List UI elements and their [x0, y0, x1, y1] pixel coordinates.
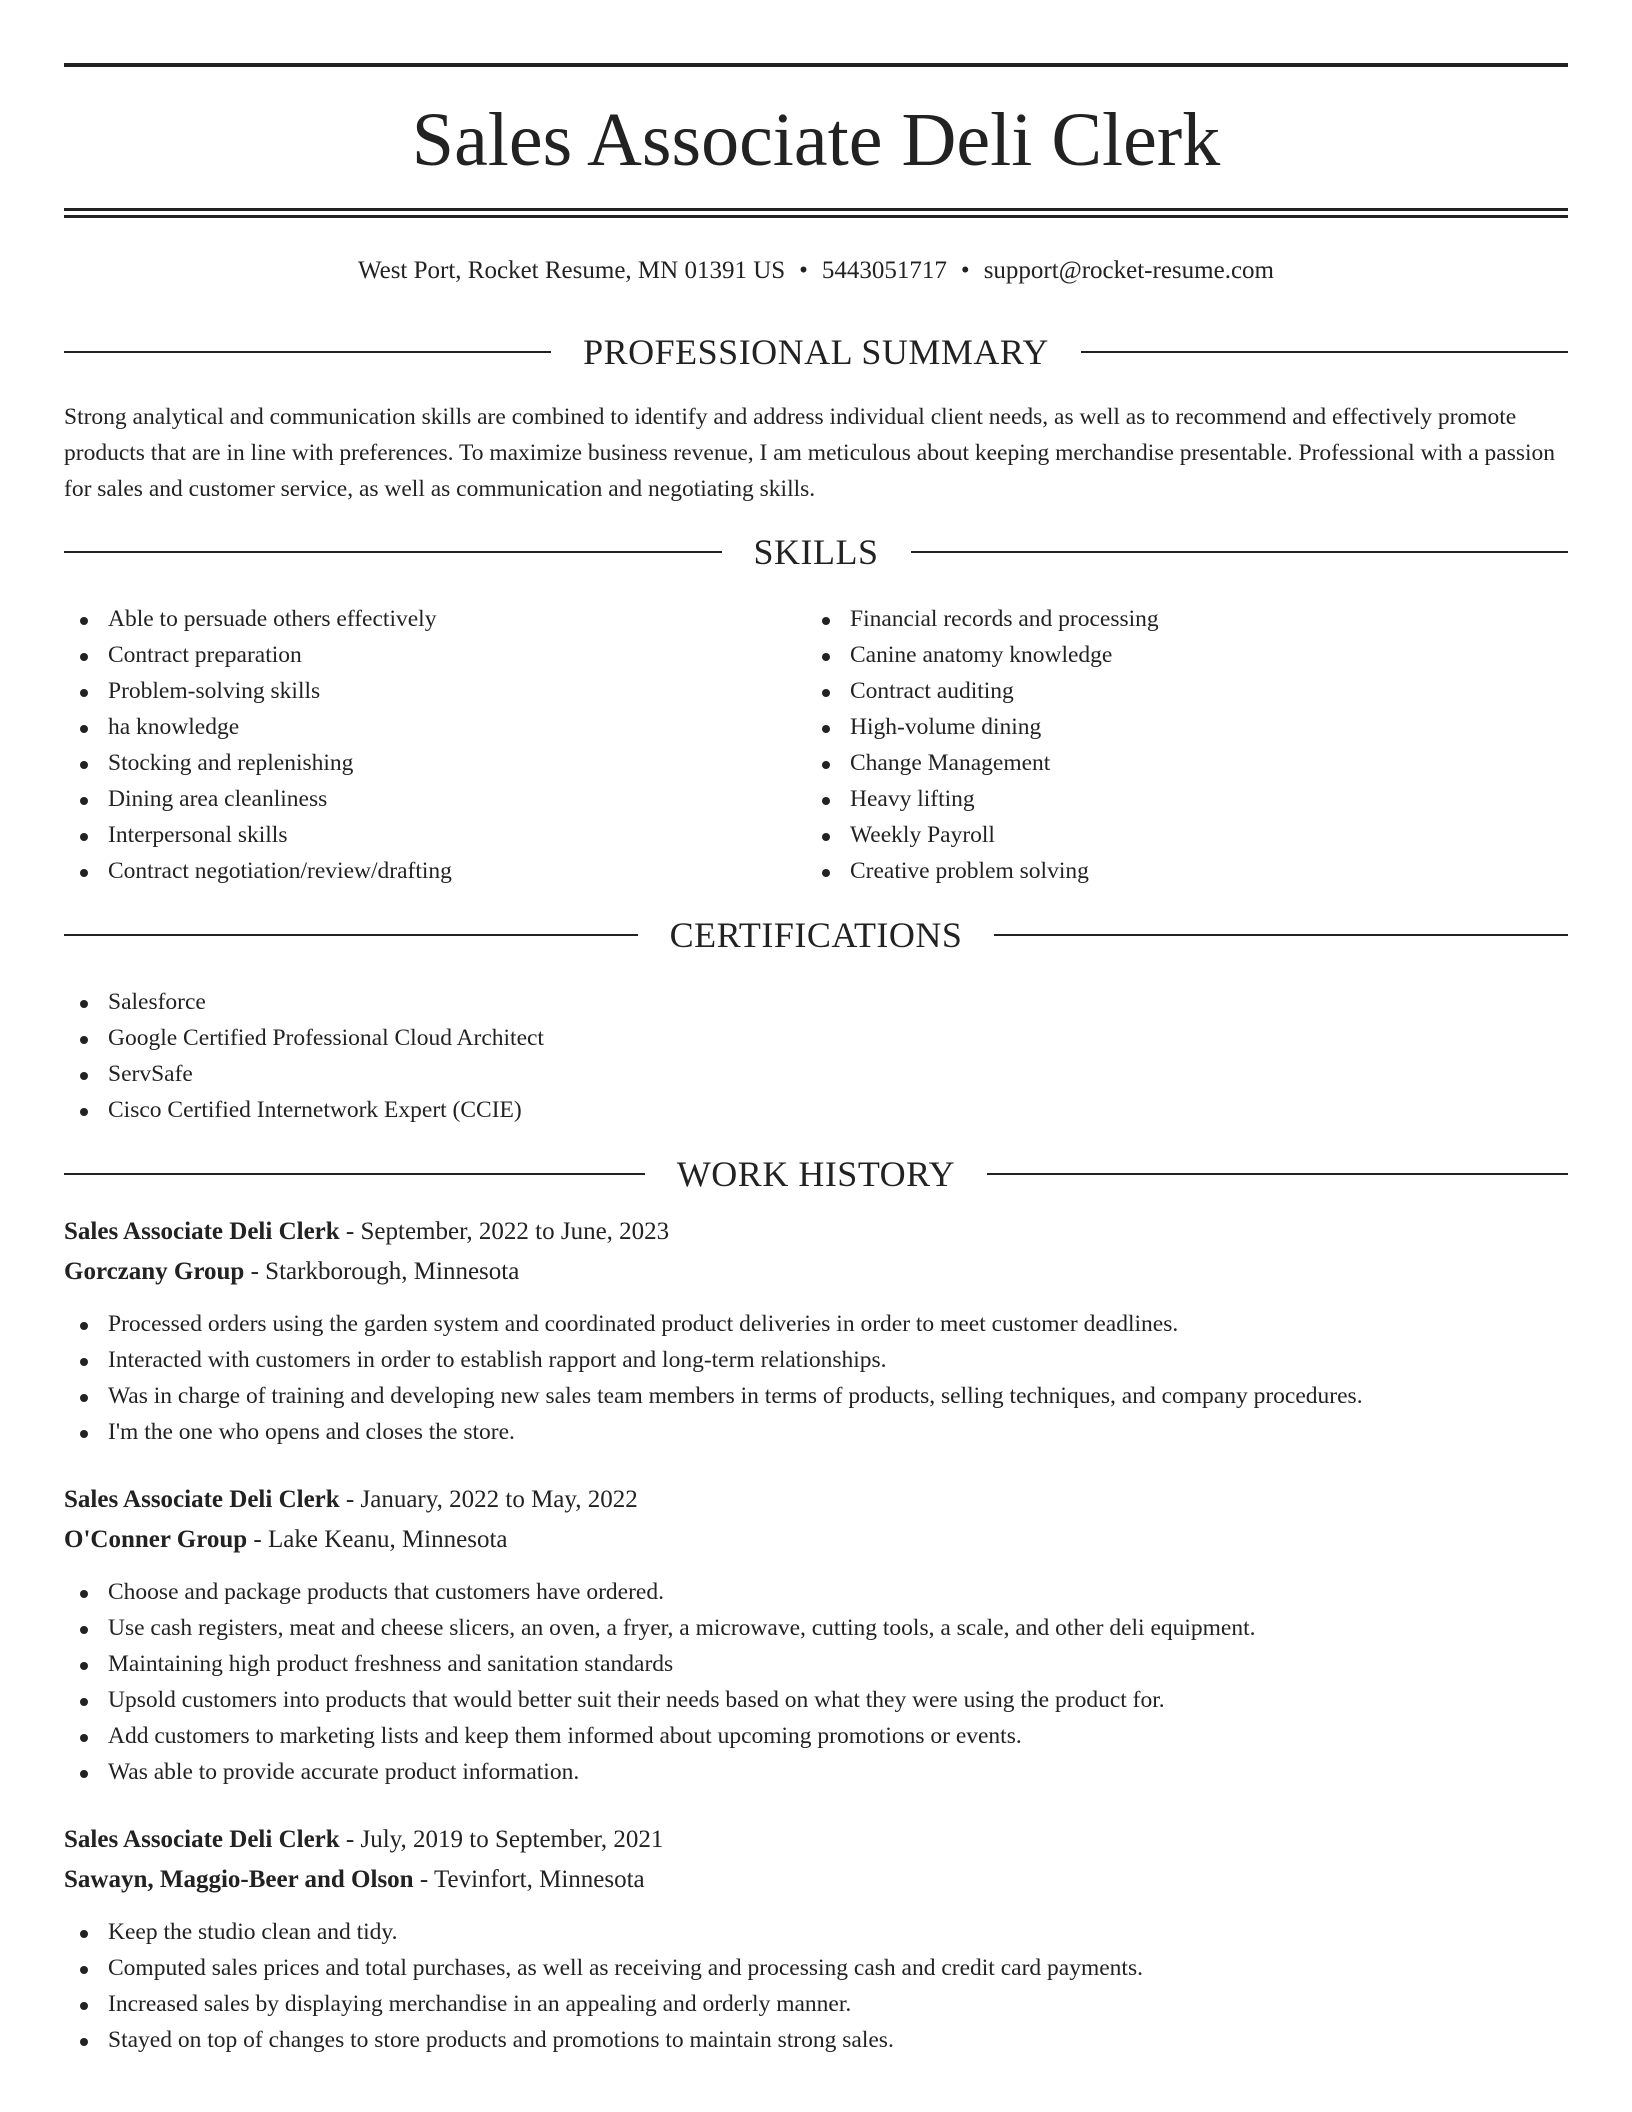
- job-title: Sales Associate Deli Clerk: [64, 1218, 340, 1245]
- skill-item: Weekly Payroll: [806, 817, 1506, 853]
- skill-item: Contract auditing: [806, 673, 1506, 709]
- skill-item: Contract negotiation/review/drafting: [64, 853, 764, 889]
- job-bullet: Upsold customers into products that would better suit their needs based on what they were using the product for.: [64, 1682, 1568, 1718]
- section-title: PROFESSIONAL SUMMARY: [583, 332, 1049, 372]
- certification-item: Cisco Certified Internetwork Expert (CCIE): [64, 1092, 1064, 1128]
- skill-item: Heavy lifting: [806, 781, 1506, 817]
- job-company-line: [64, 1252, 1568, 1290]
- job-bullet: Use cash registers, meat and cheese slicers, an oven, a fryer, a microwave, cutting tools, a scale, and other deli equipment.: [64, 1610, 1568, 1646]
- job-bullet: Add customers to marketing lists and keep them informed about upcoming promotions or events.: [64, 1718, 1568, 1754]
- skill-item: High-volume dining: [806, 709, 1506, 745]
- job-dates: - January, 2022 to May, 2022: [339, 1486, 638, 1513]
- certification-item: ServSafe: [64, 1056, 1064, 1092]
- job-bullet: I'm the one who opens and closes the store.: [64, 1414, 1568, 1450]
- job-entry: [64, 1820, 1568, 2058]
- contact-address: West Port, Rocket Resume, MN 01391 US: [358, 257, 786, 284]
- divider: [64, 351, 551, 353]
- header-double-rule: [64, 208, 1568, 218]
- job-entry: [64, 1480, 1568, 1790]
- skill-item: Interpersonal skills: [64, 817, 764, 853]
- section-title: CERTIFICATIONS: [669, 915, 963, 955]
- skill-item: Canine anatomy knowledge: [806, 637, 1506, 673]
- job-bullet: Maintaining high product freshness and sanitation standards: [64, 1646, 1568, 1682]
- job-bullet-list: [64, 1306, 1568, 1450]
- divider: [994, 934, 1568, 936]
- certification-item: Salesforce: [64, 984, 1064, 1020]
- contact-email: support@rocket-resume.com: [983, 257, 1274, 284]
- divider: [64, 551, 722, 553]
- job-company-line: [64, 1860, 1568, 1898]
- work-history-section-heading: [64, 1152, 1568, 1196]
- skill-item: Able to persuade others effectively: [64, 601, 764, 637]
- job-bullet-list: [64, 1914, 1568, 2058]
- skill-item: Stocking and replenishing: [64, 745, 764, 781]
- skill-item: Dining area cleanliness: [64, 781, 764, 817]
- job-title-line: [64, 1820, 1568, 1860]
- job-company: Gorczany Group: [64, 1258, 245, 1285]
- job-location: - Tevinfort, Minnesota: [413, 1866, 645, 1893]
- job-entry: [64, 1212, 1568, 1450]
- skill-item: ha knowledge: [64, 709, 764, 745]
- certifications-section-heading: [64, 913, 1568, 957]
- divider: [911, 551, 1569, 553]
- job-bullet: Increased sales by displaying merchandise in an appealing and orderly manner.: [64, 1986, 1568, 2022]
- skill-item: Problem-solving skills: [64, 673, 764, 709]
- skills-list-left: [64, 601, 764, 889]
- job-title: Sales Associate Deli Clerk: [64, 1486, 340, 1513]
- contact-separator: •: [960, 257, 970, 284]
- divider: [987, 1173, 1568, 1175]
- job-bullet: Was able to provide accurate product information.: [64, 1754, 1568, 1790]
- header-top-rule: [64, 63, 1568, 67]
- skills-section-heading: [64, 530, 1568, 574]
- skills-list-right: [806, 601, 1506, 889]
- job-bullet: Interacted with customers in order to establish rapport and long-term relationships.: [64, 1342, 1568, 1378]
- job-location: - Lake Keanu, Minnesota: [247, 1526, 508, 1553]
- job-company-line: [64, 1520, 1568, 1558]
- skill-item: Financial records and processing: [806, 601, 1506, 637]
- contact-separator: •: [799, 257, 808, 284]
- section-title: WORK HISTORY: [676, 1154, 956, 1194]
- job-bullet: Stayed on top of changes to store products and promotions to maintain strong sales.: [64, 2022, 1568, 2058]
- job-bullet: Processed orders using the garden system and coordinated product deliveries in order to meet customer deadlines.: [64, 1306, 1568, 1342]
- contact-line: [64, 253, 1568, 289]
- job-location: - Starkborough, Minnesota: [244, 1258, 520, 1285]
- contact-phone: 5443051717: [821, 257, 947, 284]
- skill-item: Change Management: [806, 745, 1506, 781]
- job-dates: - July, 2019 to September, 2021: [339, 1826, 664, 1853]
- job-title-line: [64, 1212, 1568, 1252]
- job-title: Sales Associate Deli Clerk: [64, 1826, 340, 1853]
- certifications-list: [64, 984, 1064, 1128]
- job-bullet: Was in charge of training and developing new sales team members in terms of products, selling techniques, and company procedures.: [64, 1378, 1568, 1414]
- divider: [64, 934, 638, 936]
- skill-item: Creative problem solving: [806, 853, 1506, 889]
- divider: [1081, 351, 1568, 353]
- job-title-line: [64, 1480, 1568, 1520]
- job-dates: - September, 2022 to June, 2023: [339, 1218, 670, 1245]
- summary-section-heading: [64, 330, 1568, 374]
- divider: [64, 1173, 645, 1175]
- job-bullet: Choose and package products that customers have ordered.: [64, 1574, 1568, 1610]
- summary-text: Strong analytical and communication skills are combined to identify and address individual client needs, as well as to recommend and effectively promote products that are in line with preferences. To maximize business revenue, I am meticulous about keeping merchandise presentable. Professional with a passion for sales and customer service, as well as communication and negotiating skills.: [64, 404, 1556, 502]
- job-bullet-list: [64, 1574, 1568, 1790]
- section-title: SKILLS: [753, 532, 879, 572]
- skill-item: Contract preparation: [64, 637, 764, 673]
- job-company: Sawayn, Maggio-Beer and Olson: [64, 1866, 414, 1893]
- job-bullet: Keep the studio clean and tidy.: [64, 1914, 1568, 1950]
- job-bullet: Computed sales prices and total purchases, as well as receiving and processing cash and credit card payments.: [64, 1950, 1568, 1986]
- certification-item: Google Certified Professional Cloud Architect: [64, 1020, 1064, 1056]
- resume-title: Sales Associate Deli Clerk: [411, 98, 1221, 182]
- job-company: O'Conner Group: [64, 1526, 248, 1553]
